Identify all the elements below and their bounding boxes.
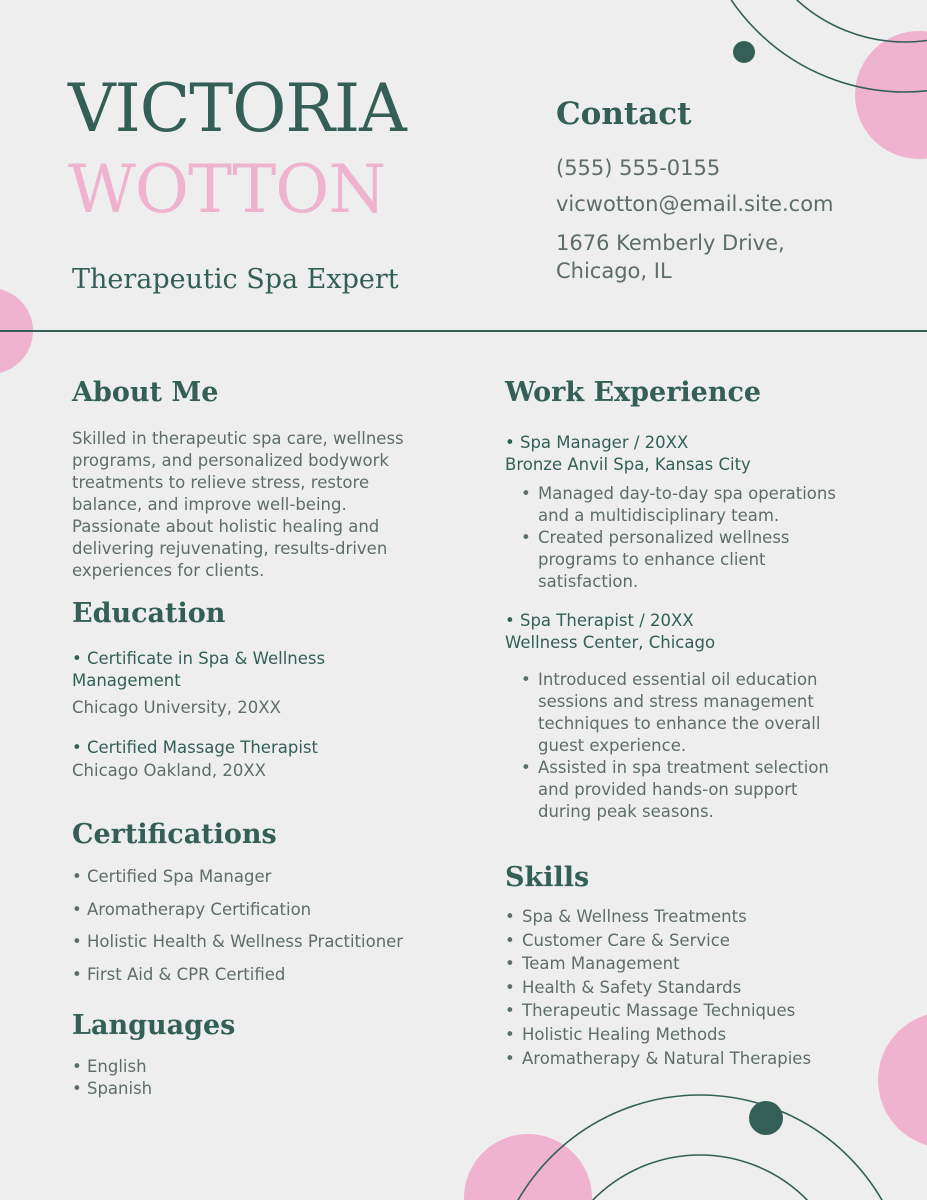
about-line: programs, and personalized bodywork (72, 451, 389, 470)
bullet-line: guest experience. (538, 736, 687, 755)
education-title-line: Management (72, 671, 181, 690)
first-name: VICTORIA (68, 70, 406, 147)
certifications-heading: Certifications (72, 819, 277, 850)
list-item: • Therapeutic Massage Techniques (505, 999, 865, 1023)
list-item (521, 757, 851, 823)
about-line: experiences for clients. (72, 561, 265, 580)
contact-email: vicwotton@email.site.com (556, 192, 834, 216)
green-dot-top (733, 41, 755, 63)
education-title-line: • Certificate in Spa & Wellness (72, 649, 326, 668)
bullet-line: • Introduced essential oil education (538, 670, 818, 689)
contact-address-line1: 1676 Kemberly Drive, (556, 231, 785, 255)
certifications-list (72, 861, 403, 991)
education-item-title (72, 648, 325, 692)
job-company: Wellness Center, Chicago (505, 633, 716, 652)
list-item: • First Aid & CPR Certified (72, 959, 403, 992)
bullet-line: sessions and stress management (538, 692, 814, 711)
contact-heading: Contact (556, 96, 692, 132)
job-bullets (521, 669, 851, 823)
about-line: balance, and improve well-being. (72, 495, 347, 514)
education-heading: Education (72, 598, 226, 629)
about-line: treatments to relieve stress, restore (72, 473, 370, 492)
list-item: • Customer Care & Service (505, 929, 865, 953)
bullet-line: • Assisted in spa treatment selection (538, 758, 829, 777)
bullet-line: • Created personalized wellness (538, 528, 790, 547)
bullet-line: • Managed day-to-day spa operations (538, 484, 836, 503)
education-item-detail: Chicago University, 20XX (72, 698, 281, 717)
list-item: • Aromatherapy Certification (72, 894, 403, 927)
ring-bottom-inner (550, 1155, 850, 1200)
languages-list (72, 1056, 152, 1100)
pink-circle-top-right (855, 31, 927, 159)
education-item-detail: Chicago Oakland, 20XX (72, 761, 266, 780)
list-item: • Team Management (505, 952, 865, 976)
list-item: • Aromatherapy & Natural Therapies (505, 1047, 865, 1071)
about-line: delivering rejuvenating, results-driven (72, 539, 388, 558)
job-company: Bronze Anvil Spa, Kansas City (505, 455, 751, 474)
list-item: • Spanish (72, 1078, 152, 1100)
about-paragraph (72, 428, 404, 582)
bullet-line: during peak seasons. (538, 802, 714, 821)
job-role: • Spa Manager / 20XX (505, 433, 689, 452)
bullet-line: and provided hands-on support (538, 780, 798, 799)
contact-phone: (555) 555-0155 (556, 156, 721, 180)
bullet-line: programs to enhance client (538, 550, 766, 569)
about-line: Passionate about holistic healing and (72, 517, 380, 536)
languages-heading: Languages (72, 1010, 236, 1041)
header-divider (0, 330, 927, 332)
list-item: • Spa & Wellness Treatments (505, 905, 865, 929)
job-title: Therapeutic Spa Expert (72, 264, 399, 295)
job-bullets (521, 483, 851, 593)
list-item: • Health & Safety Standards (505, 976, 865, 1000)
green-dot-bottom (749, 1101, 783, 1135)
bullet-line: and a multidisciplinary team. (538, 506, 780, 525)
about-heading: About Me (72, 377, 219, 408)
bullet-line: satisfaction. (538, 572, 639, 591)
pink-circle-bottom-right (878, 1012, 927, 1148)
last-name: WOTTON (68, 151, 386, 228)
list-item: • English (72, 1056, 152, 1078)
list-item (521, 669, 851, 757)
job-role: • Spa Therapist / 20XX (505, 611, 694, 630)
list-item (521, 527, 851, 593)
list-item: • Certified Spa Manager (72, 861, 403, 894)
list-item: • Holistic Health & Wellness Practitioner (72, 926, 403, 959)
about-line: Skilled in therapeutic spa care, wellness (72, 429, 404, 448)
skills-heading: Skills (505, 862, 590, 893)
pink-circle-bottom (464, 1134, 592, 1200)
contact-address-line2: Chicago, IL (556, 259, 672, 283)
list-item (521, 483, 851, 527)
skills-list (505, 905, 865, 1070)
education-item-title: • Certified Massage Therapist (72, 738, 318, 757)
list-item: • Holistic Healing Methods (505, 1023, 865, 1047)
bullet-line: techniques to enhance the overall (538, 714, 821, 733)
work-heading: Work Experience (505, 377, 762, 408)
